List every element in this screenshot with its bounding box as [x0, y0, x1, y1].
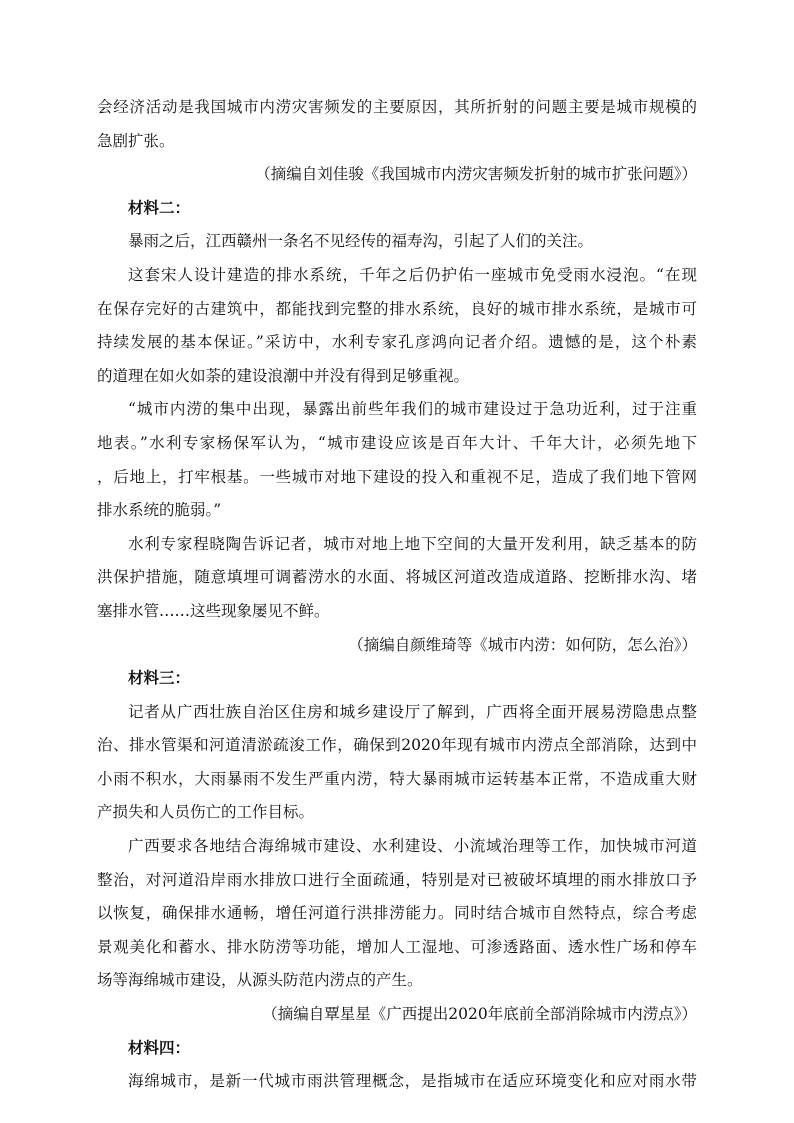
- paragraph-line: 景观美化和蓄水、排水防涝等功能，增加人工湿地、可渗透路面、透水性广场和停车: [97, 937, 697, 956]
- paragraph-first-line: 记者从广西壮族自治区住房和城乡建设厅了解到，广西将全面开展易涝隐患点整: [128, 702, 697, 721]
- paragraph-first-line: 暴雨之后，江西赣州一条名不见经传的福寿沟，引起了人们的关注。: [128, 232, 594, 251]
- paragraph-first-line: 广西要求各地结合海绵城市建设、水利建设、小流域治理等工作，加快城市河道: [128, 837, 697, 856]
- source-citation: （摘编自刘佳骏《我国城市内涝灾害频发折射的城市扩张问题》）: [255, 165, 697, 184]
- paragraph-line: 的道理在如火如荼的建设浪潮中并没有得到足够重视。: [97, 366, 470, 385]
- section-heading: 材料三：: [128, 669, 191, 688]
- paragraph-line: 整治，对河道沿岸雨水排放口进行全面疏通，特别是对已被破坏填埋的雨水排放口予: [97, 870, 697, 889]
- paragraph-line: 治、排水管渠和河道清淤疏浚工作，确保到2020年现有城市内涝点全部消除，达到中: [97, 736, 697, 755]
- paragraph-line: 会经济活动是我国城市内涝灾害频发的主要原因，其所折射的问题主要是城市规模的: [97, 98, 697, 116]
- section-heading: 材料四：: [128, 1038, 191, 1057]
- paragraph-first-line: 这套宋人设计建造的排水系统，千年之后仍护佑一座城市免受雨水浸泡。“在现: [128, 265, 697, 284]
- paragraph-first-line: 水利专家程晓陶告诉记者，城市对地上地下空间的大量开发利用，缺乏基本的防: [128, 534, 697, 553]
- paragraph-line: 地表。”水利专家杨保军认为，“城市建设应该是百年大计、千年大计，必须先地下: [97, 433, 697, 452]
- paragraph-line: 产损失和人员伤亡的工作目标。: [97, 803, 315, 822]
- article-body: [97, 91, 697, 1099]
- paragraph-line: 持续发展的基本保证。”采访中，水利专家孔彦鸿向记者介绍。遗憾的是，这个朴素: [97, 333, 697, 352]
- paragraph-line: 场等海绵城市建设，从源头防范内涝点的产生。: [97, 971, 423, 990]
- paragraph-line: 洪保护措施，随意填埋可调蓄涝水的水面、将城区河道改造成道路、挖断排水沟、堵: [97, 568, 697, 587]
- paragraph-line: 在保存完好的古建筑中，都能找到完整的排水系统，良好的城市排水系统，是城市可: [97, 299, 697, 318]
- paragraph-line: 急剧扩张。: [97, 131, 175, 150]
- source-citation: （摘编自覃星星《广西提出2020年底前全部消除城市内涝点》）: [262, 1005, 697, 1024]
- paragraph-first-line: “城市内涝的集中出现，暴露出前些年我们的城市建设过于急功近利，过于注重: [128, 400, 697, 419]
- section-heading: 材料二：: [128, 198, 191, 217]
- paragraph-line: 小雨不积水，大雨暴雨不发生严重内涝，特大暴雨城市运转基本正常，不造成重大财: [97, 769, 697, 788]
- paragraph-line: 排水系统的脆弱。”: [97, 501, 222, 520]
- paragraph-first-line: 海绵城市，是新一代城市雨洪管理概念，是指城市在适应环境变化和应对雨水带: [128, 1072, 697, 1091]
- paragraph-line: 以恢复，确保排水通畅，增任河道行洪排涝能力。同时结合城市自然特点，综合考虑: [97, 904, 697, 923]
- source-citation: （摘编自颜维琦等《城市内涝：如何防，怎么治》）: [348, 635, 697, 654]
- paragraph-line: 塞排水管……这些现象屡见不鲜。: [97, 601, 330, 620]
- paragraph-line: ，后地上，打牢根基。一些城市对地下建设的投入和重视不足，造成了我们地下管网: [97, 467, 697, 486]
